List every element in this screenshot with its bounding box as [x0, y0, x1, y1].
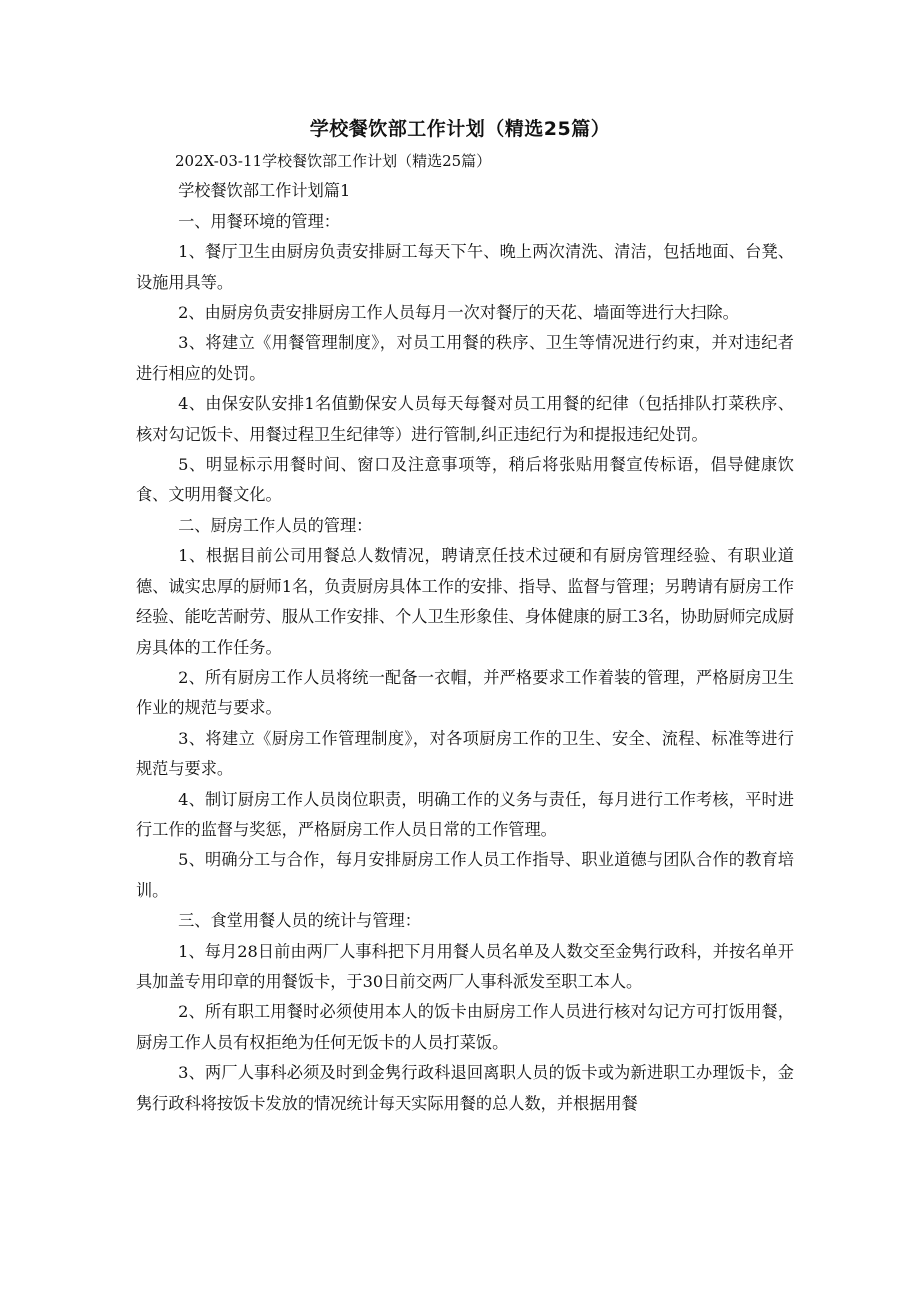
document-title: 学校餐饮部工作计划（精选25篇）	[309, 118, 611, 140]
paragraph: 2、所有厨房工作人员将统一配备一衣帽，并严格要求工作着装的管理，严格厨房卫生作业的规范与要求。	[136, 667, 794, 718]
paragraph: 4、由保安队安排1名值勤保安人员每天每餐对员工用餐的纪律（包括排队打菜秩序、核对勾记饭卡、用餐过程卫生纪律等）进行管制,纠正违纪行为和提报违纪处罚。	[136, 394, 794, 444]
paragraph: 2、所有职工用餐时必须使用本人的饭卡由厨房工作人员进行核对勾记方可打饭用餐，厨房工作人员有权拒绝为任何无饭卡的人员打菜饭。	[136, 1002, 794, 1052]
document-body	[136, 146, 794, 1119]
date-line: 202X-03-11学校餐饮部工作计划（精选25篇）	[175, 152, 492, 170]
paragraph: 1、根据目前公司用餐总人数情况，聘请烹任技术过硬和有厨房管理经验、有职业道德、诚实忠厚的厨师1名，负责厨房具体工作的安排、指导、监督与管理；另聘请有厨房工作经验、能吃苦耐劳、服从工作安排、个人卫生形象佳、身体健康的厨工3名，协助厨师完成厨房具体的工作任务。	[136, 546, 794, 657]
section-heading: 一、用餐环境的管理：	[178, 211, 340, 231]
paragraph: 5、明显标示用餐时间、窗口及注意事项等，稍后将张贴用餐宣传标语，倡导健康饮食、文明用餐文化。	[136, 455, 794, 505]
section-heading: 二、厨房工作人员的管理：	[178, 515, 373, 535]
paragraph: 1、餐厅卫生由厨房负责安排厨工每天下午、晚上两次清洗、清洁，包括地面、台凳、设施用具等。	[136, 242, 794, 292]
subtitle: 学校餐饮部工作计划篇1	[178, 181, 351, 201]
section-heading: 三、食堂用餐人员的统计与管理：	[178, 911, 421, 931]
paragraph: 4、制订厨房工作人员岗位职责，明确工作的义务与责任，每月进行工作考核，平时进行工作的监督与奖惩，严格厨房工作人员日常的工作管理。	[136, 789, 794, 839]
paragraph: 3、将建立《用餐管理制度》，对员工用餐的秩序、卫生等情况进行约束，并对违纪者进行相应的处罚。	[136, 333, 794, 383]
paragraph: 3、两厂人事科必须及时到金隽行政科退回离职人员的饭卡或为新进职工办理饭卡，金隽行政科将按饭卡发放的情况统计每天实际用餐的总人数，并根据用餐	[136, 1063, 794, 1113]
paragraph: 5、明确分工与合作，每月安排厨房工作人员工作指导、职业道德与团队合作的教育培训。	[136, 850, 794, 900]
paragraph: 1、每月28日前由两厂人事科把下月用餐人员名单及人数交至金隽行政科，并按名单开具加盖专用印章的用餐饭卡，于30日前交两厂人事科派发至职工本人。	[136, 941, 794, 991]
paragraph: 2、由厨房负责安排厨房工作人员每月一次对餐厅的天花、墙面等进行大扫除。	[178, 303, 739, 323]
paragraph: 3、将建立《厨房工作管理制度》，对各项厨房工作的卫生、安全、流程、标准等进行规范与要求。	[136, 728, 794, 779]
